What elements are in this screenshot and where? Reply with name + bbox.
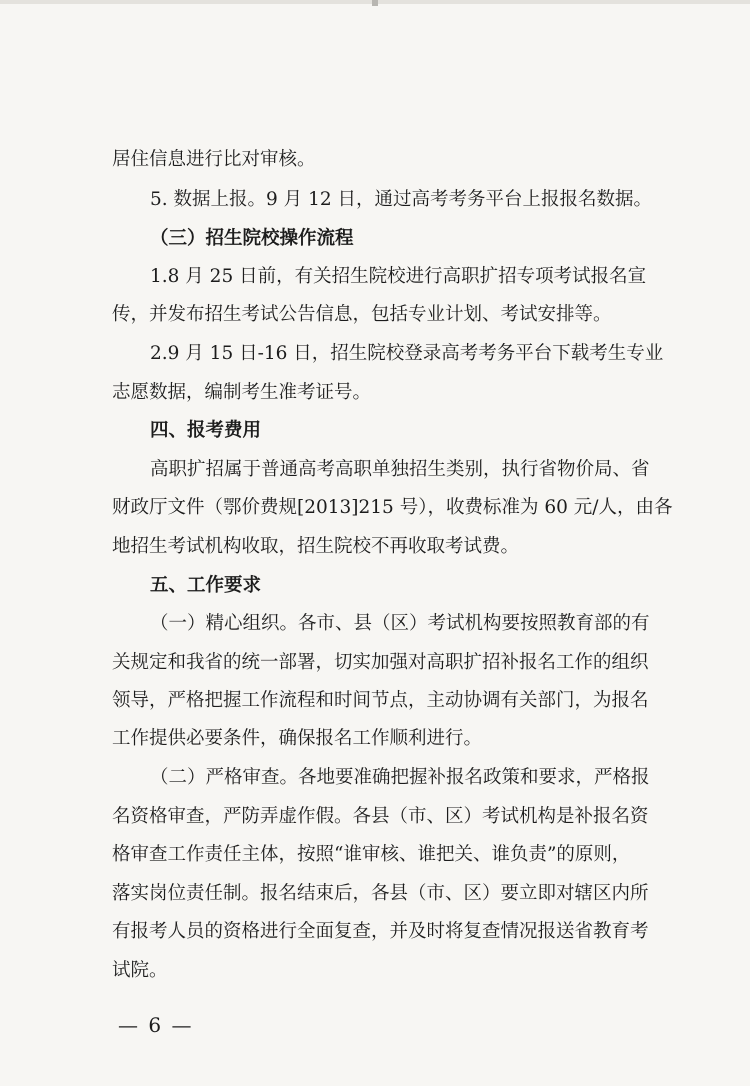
text-line: 有报考人员的资格进行全面复查，并及时将复查情况报送省教育考: [112, 921, 649, 942]
text-line: 工作提供必要条件，确保报名工作顺利进行。: [112, 728, 483, 749]
text-line: 高职扩招属于普通高考高职单独招生类别，执行省物价局、省: [150, 459, 650, 480]
section-heading: 四、报考费用: [150, 420, 262, 441]
text-line: 传，并发布招生考试公告信息，包括专业计划、考试安排等。: [112, 304, 612, 325]
text-line: 关规定和我省的统一部署，切实加强对高职扩招补报名工作的组织: [112, 652, 649, 673]
text-line: 居住信息进行比对审核。: [112, 149, 316, 170]
text-line: 地招生考试机构收取，招生院校不再收取考试费。: [112, 536, 520, 557]
text-line: 名资格审查，严防弄虚作假。各县（市、区）考试机构是补报名资: [112, 806, 649, 827]
text-line: 志愿数据，编制考生准考证号。: [112, 382, 372, 403]
scan-top-mark: [372, 0, 378, 6]
text-line: 2.9 月 15 日-16 日，招生院校登录高考考务平台下载考生专业: [150, 343, 664, 364]
page-number: — 6 —: [118, 1013, 194, 1037]
text-line: （一）精心组织。各市、县（区）考试机构要按照教育部的有: [150, 613, 650, 634]
text-line: 落实岗位责任制。报名结束后，各县（市、区）要立即对辖区内所: [112, 883, 649, 904]
section-heading: 五、工作要求: [150, 575, 262, 596]
text-line: 格审查工作责任主体，按照“谁审核、谁把关、谁负责”的原则，: [112, 844, 631, 865]
text-line: （二）严格审查。各地要准确把握补报名政策和要求，严格报: [150, 767, 650, 788]
text-line: 财政厅文件（鄂价费规[2013]215 号），收费标准为 60 元/人，由各: [112, 497, 673, 518]
text-line: 领导，严格把握工作流程和时间节点，主动协调有关部门，为报名: [112, 690, 649, 711]
text-line: 试院。: [112, 960, 168, 981]
text-line: 1.8 月 25 日前，有关招生院校进行高职扩招专项考试报名宣: [150, 266, 647, 287]
section-heading: （三）招生院校操作流程: [150, 228, 354, 249]
text-line: 5. 数据上报。9 月 12 日，通过高考考务平台上报报名数据。: [150, 189, 652, 210]
